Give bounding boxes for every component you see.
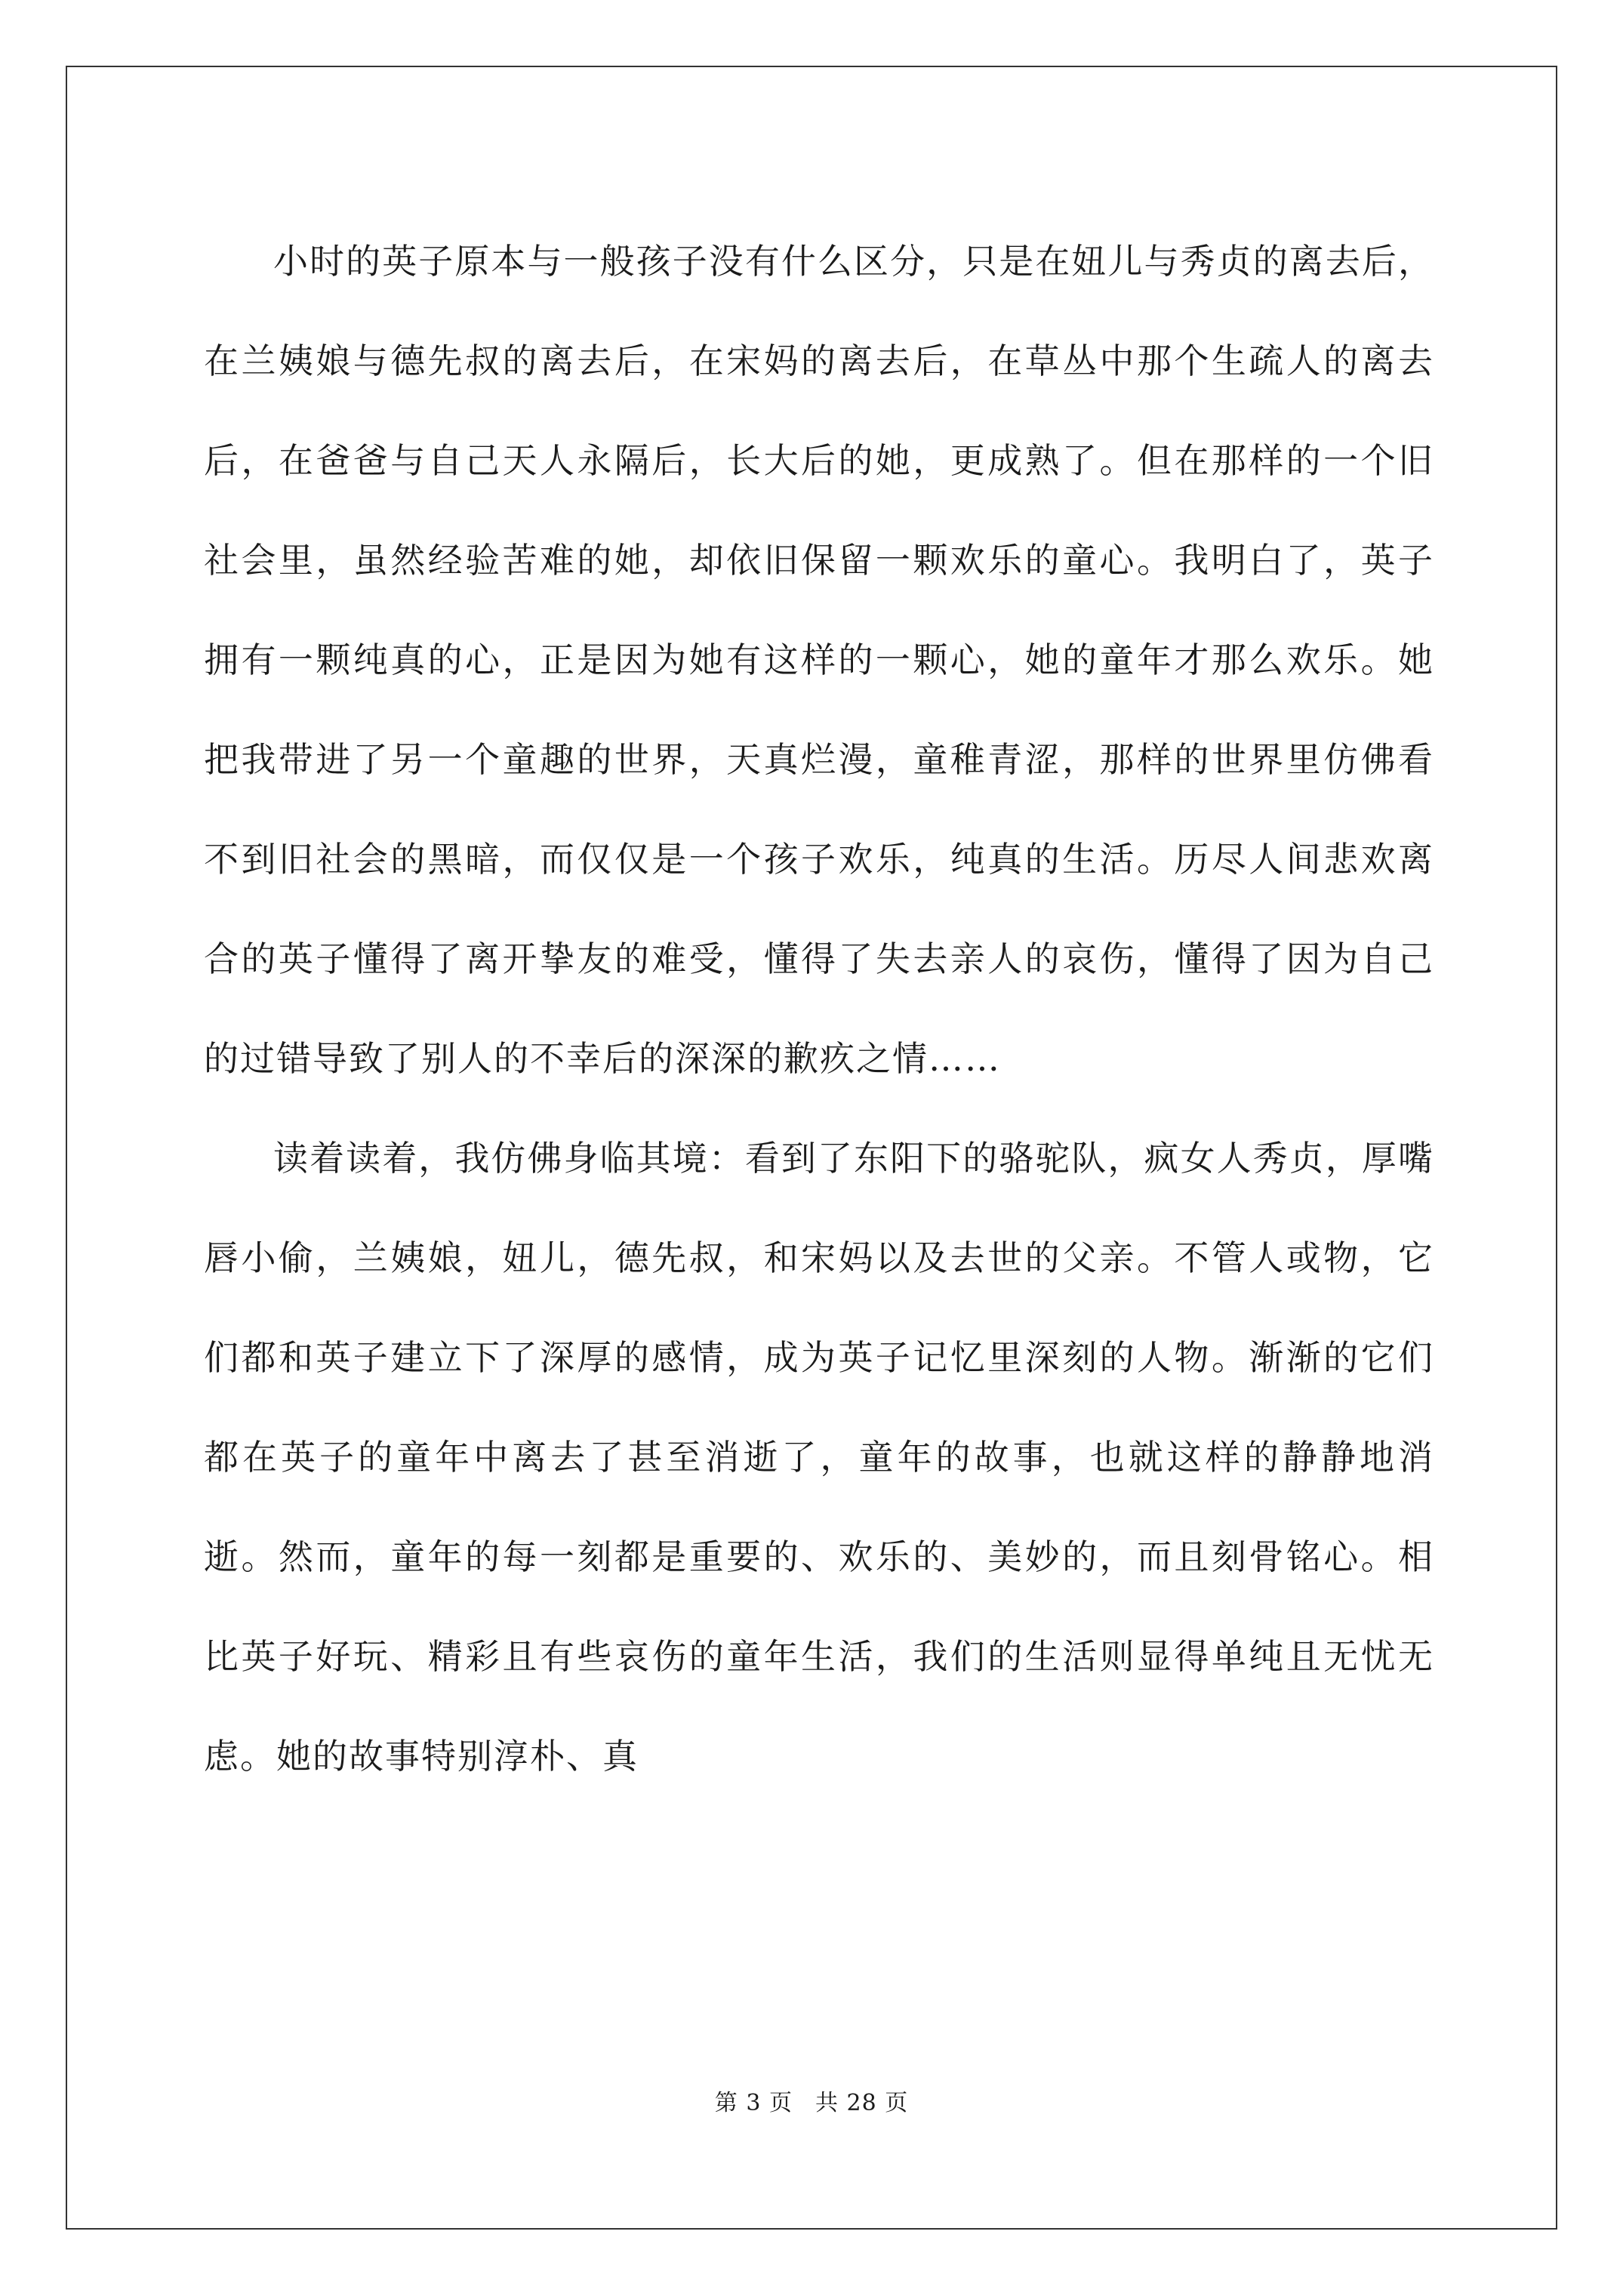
paragraph-2: 读着读着，我仿佛身临其境：看到了东阳下的骆驼队，疯女人秀贞，厚嘴唇小偷，兰姨娘，妞儿，德先叔，和宋妈以及去世的父亲。不管人或物，它们都和英子建立下了深厚的感情，成为英子记忆里深刻的人物。渐渐的它们都在英子的童年中离去了甚至消逝了，童年的故事，也就这样的静静地消逝。然而，童年的每一刻都是重要的、欢乐的、美妙的，而且刻骨铭心。相比英子好玩、精彩且有些哀伤的童年生活，我们的生活则显得单纯且无忧无虑。她的故事特别淳朴、真 — [204, 1138, 1434, 1777]
document-body — [204, 211, 1434, 1806]
page-total: 共 28 页 — [815, 2090, 909, 2116]
page-footer — [0, 2084, 1623, 2117]
page-number: 第 3 页 — [714, 2090, 793, 2116]
paragraph-1: 小时的英子原本与一般孩子没有什么区分，只是在妞儿与秀贞的离去后，在兰姨娘与德先叔的离去后，在宋妈的离去后，在草丛中那个生疏人的离去后，在爸爸与自己天人永隔后，长大后的她，更成熟了。但在那样的一个旧社会里，虽然经验苦难的她，却依旧保留一颗欢乐的童心。我明白了，英子拥有一颗纯真的心，正是因为她有这样的一颗心，她的童年才那么欢乐。她把我带进了另一个童趣的世界，天真烂漫，童稚青涩，那样的世界里仿佛看不到旧社会的黑暗，而仅仅是一个孩子欢乐，纯真的生活。历尽人间悲欢离合的英子懂得了离开挚友的难受，懂得了失去亲人的哀伤，懂得了因为自己的过错导致了别人的不幸后的深深的歉疚之情…… — [204, 241, 1434, 1079]
